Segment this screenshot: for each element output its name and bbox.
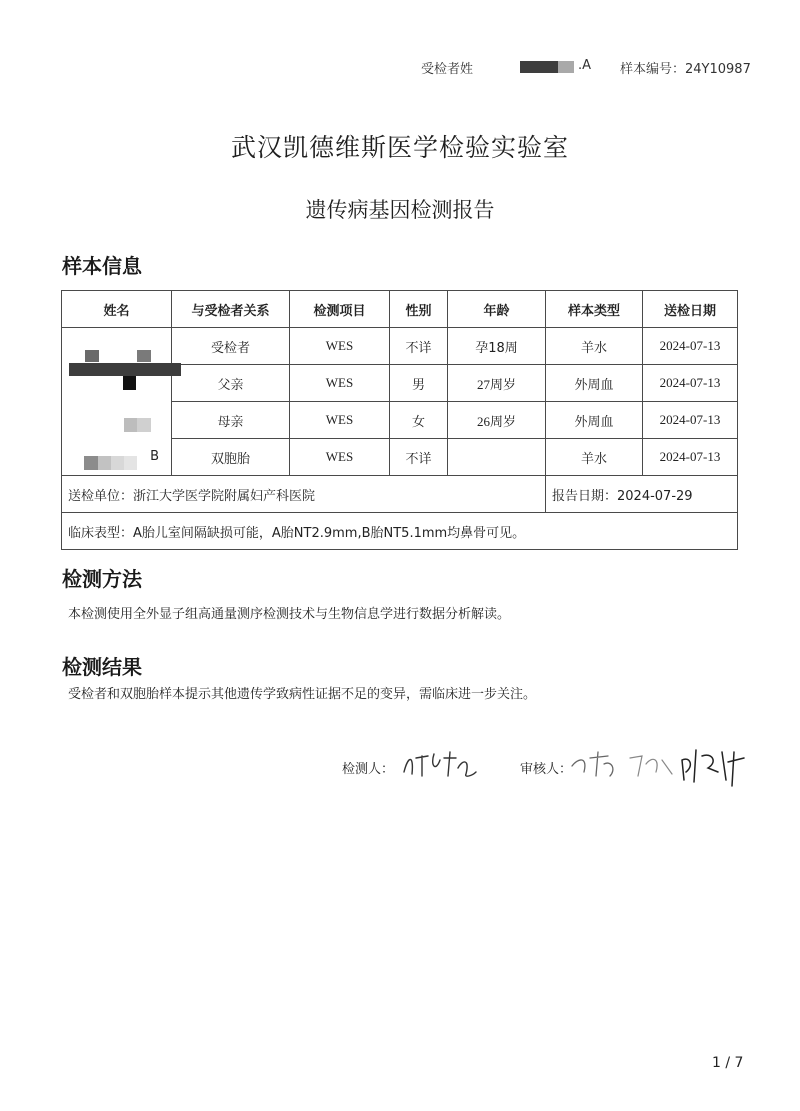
reviewer-label: 审核人： [520, 762, 573, 777]
cell-sample-type: 羊水 [546, 439, 643, 476]
sample-number: 样本编号：24Y10987 [620, 62, 751, 77]
reviewer-signature [568, 742, 753, 792]
cell-test: WES [290, 328, 390, 365]
cell-age [448, 439, 546, 476]
signature-row [0, 752, 800, 792]
cell-date: 2024-07-13 [643, 439, 738, 476]
patient-name-tail: .A [578, 58, 592, 73]
cell-date: 2024-07-13 [643, 328, 738, 365]
header-sex: 性别 [390, 291, 448, 328]
report-title: 遗传病基因检测报告 [305, 198, 495, 222]
table-row [62, 402, 738, 439]
header-name: 姓名 [62, 291, 172, 328]
cell-relation: 受检者 [172, 328, 290, 365]
cell-date: 2024-07-13 [643, 402, 738, 439]
tester-signature [400, 746, 480, 782]
cell-relation: 父亲 [172, 365, 290, 402]
header-test: 检测项目 [290, 291, 390, 328]
table-header-row [62, 291, 738, 328]
table-row [62, 439, 738, 476]
lab-name: 武汉凯德维斯医学检验实验室 [230, 133, 569, 162]
cell-age: 26周岁 [448, 402, 546, 439]
cell-sample-type: 外周血 [546, 365, 643, 402]
cell-sex: 不详 [390, 328, 448, 365]
cell-age: 27周岁 [448, 365, 546, 402]
cell-relation: 双胞胎 [172, 439, 290, 476]
redaction-block [520, 61, 558, 73]
report-date: 报告日期：2024-07-29 [546, 476, 738, 513]
section-title-sample-info: 样本信息 [62, 254, 142, 278]
cell-relation: 母亲 [172, 402, 290, 439]
header-age: 年龄 [448, 291, 546, 328]
cell-test: WES [290, 402, 390, 439]
cell-test: WES [290, 439, 390, 476]
table-row-phenotype [62, 513, 738, 550]
redaction-block [558, 61, 574, 73]
cell-sex: 女 [390, 402, 448, 439]
submitter: 送检单位：浙江大学医学院附属妇产科医院 [62, 476, 546, 513]
page-header [0, 55, 800, 77]
section-title-result: 检测结果 [62, 655, 142, 679]
cell-age: 孕18周 [448, 328, 546, 365]
cell-test: WES [290, 365, 390, 402]
header-date: 送检日期 [643, 291, 738, 328]
patient-name-label: 受检者姓 [421, 62, 474, 77]
table-row-submitter [62, 476, 738, 513]
cell-sex: 不详 [390, 439, 448, 476]
header-relation: 与受检者关系 [172, 291, 290, 328]
result-text: 受检者和双胞胎样本提示其他遗传学致病性证据不足的变异，需临床进一步关注。 [68, 687, 537, 702]
sample-info-table [61, 290, 738, 550]
header-sample-type: 样本类型 [546, 291, 643, 328]
cell-name [62, 402, 172, 439]
tester-label: 检测人： [342, 762, 395, 777]
table-row [62, 328, 738, 365]
cell-name [62, 328, 172, 365]
section-title-method: 检测方法 [62, 567, 142, 591]
cell-sample-type: 外周血 [546, 402, 643, 439]
method-text: 本检测使用全外显子组高通量测序检测技术与生物信息学进行数据分析解读。 [68, 607, 511, 622]
page-number: 1 / 7 [712, 1055, 744, 1071]
cell-name: B [62, 439, 172, 476]
cell-date: 2024-07-13 [643, 365, 738, 402]
cell-sample-type: 羊水 [546, 328, 643, 365]
clinical-phenotype: 临床表型：A胎儿室间隔缺损可能，A胎NT2.9mm,B胎NT5.1mm均鼻骨可见。 [62, 513, 738, 550]
cell-sex: 男 [390, 365, 448, 402]
